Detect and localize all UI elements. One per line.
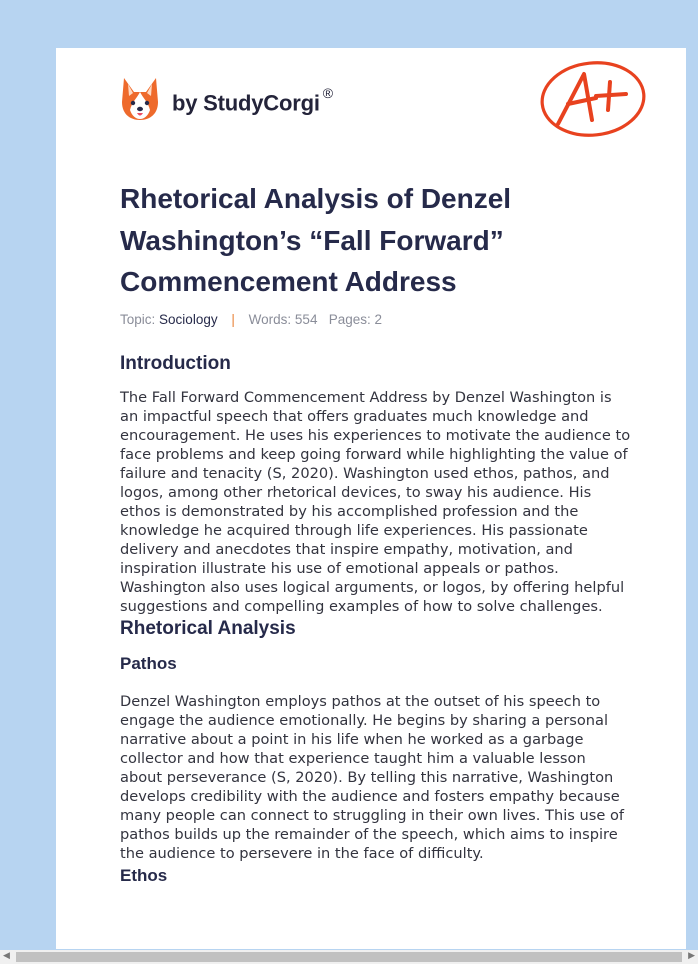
paragraph-introduction: The Fall Forward Commencement Address by Denzel Washington is an impactful speech that offers graduates much knowledge and encouragement. He uses his experiences to motivate the audience to face problems and keep going forward while highlighting the value of failure and tenacity (S, 2020). Washington used ethos, pathos, and logos, among other rhetorical devices, to sway his audience. His ethos is demonstrated by his accomplished profession and the knowledge he acquired through life experiences. His passionate delivery and anecdotes that inspire empathy, motivation, and inspiration illustrate his use of emotional appeals or pathos. Washington also uses logical arguments, or logos, by offering helpful suggestions and compelling examples of how to solve challenges. bbox=[120, 389, 631, 615]
scroll-left-icon[interactable]: ◀ bbox=[3, 951, 10, 961]
studycorgi-logo[interactable] bbox=[120, 76, 333, 122]
document-page bbox=[56, 48, 686, 949]
heading-rhetorical-analysis: Rhetorical Analysis bbox=[120, 618, 296, 639]
topic-link[interactable]: Sociology bbox=[159, 312, 218, 327]
document-body bbox=[120, 352, 632, 887]
scroll-right-icon[interactable]: ▶ bbox=[688, 951, 695, 961]
words-count: 554 bbox=[294, 312, 318, 327]
grade-a-plus-badge bbox=[538, 58, 648, 144]
horizontal-scrollbar[interactable] bbox=[0, 950, 698, 964]
scrollbar-thumb[interactable] bbox=[16, 952, 682, 962]
pages-count: 2 bbox=[374, 312, 383, 327]
topic-label: Topic: bbox=[120, 312, 156, 327]
paragraph-pathos: Denzel Washington employs pathos at the outset of his speech to engage the audience emotionally. He begins by sharing a personal narrative about a point in his life when he worked as a garbage collector and how that experience taught him a valuable lesson about perseverance (S, 2020). By telling this narrative, Washington develops credibility with the audience and fosters empathy because many people can connect to struggling in their own lives. This use of pathos builds up the remainder of the speech, which aims to inspire the audience to persevere in the face of difficulty. bbox=[120, 693, 625, 862]
heading-ethos: Ethos bbox=[120, 866, 168, 885]
corgi-icon bbox=[120, 76, 160, 122]
document-meta bbox=[120, 312, 382, 327]
pages-label: Pages: bbox=[328, 312, 371, 327]
document-title: Rhetorical Analysis of Denzel Washington’s “Fall Forward” Commencement Address bbox=[120, 183, 512, 297]
heading-introduction: Introduction bbox=[120, 353, 231, 374]
heading-pathos: Pathos bbox=[120, 654, 177, 673]
meta-separator: | bbox=[231, 312, 235, 327]
words-label: Words: bbox=[248, 312, 292, 327]
brand-name: by StudyCorgi ® bbox=[172, 85, 333, 116]
